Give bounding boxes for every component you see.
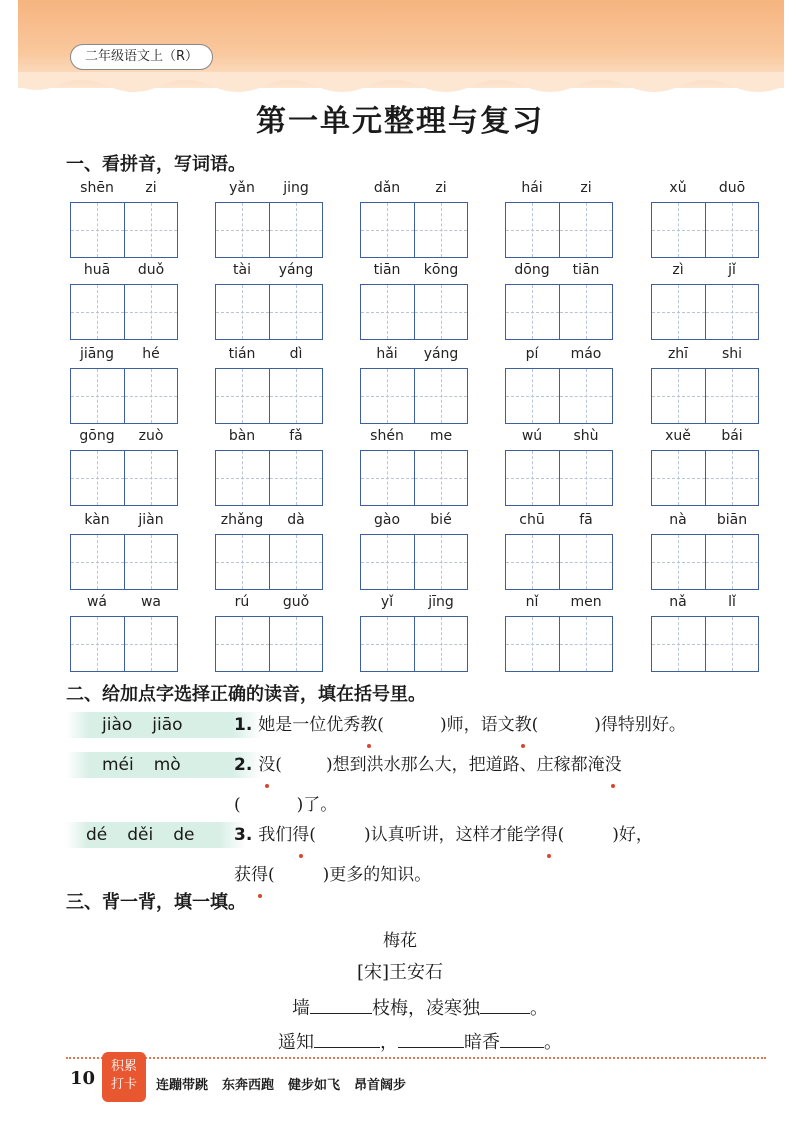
paren-open: ( xyxy=(557,825,565,845)
writing-grid xyxy=(505,534,613,590)
poem-text: 。 xyxy=(544,1032,562,1053)
option: jiào xyxy=(102,715,133,735)
dotted-char: 教 xyxy=(515,705,532,745)
accumulation-badge xyxy=(102,1052,146,1102)
pinyin-label xyxy=(651,512,759,532)
word-cell xyxy=(651,262,759,340)
writing-grid xyxy=(651,450,759,506)
pinyin-syllable: bié xyxy=(430,512,452,528)
paren-open: ( xyxy=(268,865,275,885)
character-box[interactable] xyxy=(361,617,414,671)
character-box[interactable] xyxy=(361,203,414,257)
option: de xyxy=(173,825,195,845)
character-box[interactable] xyxy=(269,617,323,671)
q1-part: 她是一位优秀 xyxy=(258,715,361,735)
poem-title: 梅花 xyxy=(383,931,417,951)
pinyin-label xyxy=(70,262,178,282)
pinyin-syllable: jǐ xyxy=(728,262,736,278)
q2-part: )想到洪水那么大，把道路、庄稼都淹 xyxy=(325,755,605,775)
pinyin-syllable: gào xyxy=(373,512,401,528)
poem-text: 遥知 xyxy=(278,1032,314,1053)
character-box[interactable] xyxy=(269,535,323,589)
q3-part: )认真听讲，这样才能学 xyxy=(363,825,541,845)
writing-grid xyxy=(215,534,323,590)
character-box[interactable] xyxy=(216,451,269,505)
q2-text xyxy=(234,745,774,825)
pinyin-syllable: máo xyxy=(570,346,602,362)
pinyin-syllable: wa xyxy=(140,594,162,610)
character-box[interactable] xyxy=(124,617,178,671)
q3-options xyxy=(66,822,246,848)
writing-grid xyxy=(505,368,613,424)
pinyin-syllable: dǎn xyxy=(373,180,401,196)
poem-text: ， xyxy=(380,1032,398,1053)
word-cell xyxy=(215,594,323,672)
poem-blank[interactable] xyxy=(500,1029,544,1048)
writing-grid xyxy=(651,368,759,424)
character-box[interactable] xyxy=(506,203,559,257)
writing-grid xyxy=(505,450,613,506)
pinyin-label xyxy=(505,262,613,282)
character-box[interactable] xyxy=(269,451,323,505)
pinyin-syllable: zhǎng xyxy=(220,512,264,528)
pinyin-syllable: jing xyxy=(283,180,309,196)
pinyin-syllable: duō xyxy=(718,180,746,196)
writing-grid xyxy=(215,202,323,258)
q3-number: 3. xyxy=(234,825,253,845)
q1-part: )师，语文 xyxy=(439,715,515,735)
word-cell xyxy=(70,262,178,340)
pinyin-label xyxy=(651,428,759,448)
character-box[interactable] xyxy=(124,369,178,423)
pinyin-syllable: huā xyxy=(83,262,111,278)
writing-grid xyxy=(70,450,178,506)
writing-grid xyxy=(360,616,468,672)
writing-grid xyxy=(70,202,178,258)
pinyin-syllable: nǐ xyxy=(525,594,539,610)
idiom: 东奔西跑 xyxy=(222,1078,275,1093)
character-box[interactable] xyxy=(705,369,759,423)
pinyin-syllable: men xyxy=(570,594,602,610)
word-cell xyxy=(70,180,178,258)
pinyin-label xyxy=(651,346,759,366)
pinyin-label xyxy=(505,594,613,614)
writing-grid xyxy=(360,534,468,590)
pinyin-label xyxy=(505,180,613,200)
character-box[interactable] xyxy=(71,617,124,671)
paren-open: ( xyxy=(377,715,384,735)
writing-grid xyxy=(70,284,178,340)
poem-blank[interactable] xyxy=(398,1029,464,1048)
poem-blank[interactable] xyxy=(314,1029,380,1048)
pinyin-syllable: jiàn xyxy=(138,512,164,528)
character-box[interactable] xyxy=(124,535,178,589)
q3-text xyxy=(234,815,774,895)
pinyin-label xyxy=(70,512,178,532)
poem-blank[interactable] xyxy=(310,995,372,1014)
paren-open: ( xyxy=(275,755,282,775)
writing-grid xyxy=(215,450,323,506)
pinyin-syllable: wá xyxy=(86,594,108,610)
pinyin-label xyxy=(70,180,178,200)
character-box[interactable] xyxy=(652,451,705,505)
pinyin-syllable: hái xyxy=(521,180,543,196)
pinyin-syllable: jīng xyxy=(428,594,454,610)
character-box[interactable] xyxy=(559,203,613,257)
word-cell xyxy=(651,346,759,424)
character-box[interactable] xyxy=(216,203,269,257)
character-box[interactable] xyxy=(506,617,559,671)
word-cell xyxy=(651,512,759,590)
pinyin-syllable: nǎ xyxy=(669,594,687,610)
character-box[interactable] xyxy=(652,535,705,589)
word-cell xyxy=(70,594,178,672)
character-box[interactable] xyxy=(414,451,468,505)
pinyin-label xyxy=(215,180,323,200)
word-cell xyxy=(215,346,323,424)
character-box[interactable] xyxy=(705,451,759,505)
option: mò xyxy=(153,755,181,775)
pinyin-syllable: me xyxy=(429,428,453,444)
writing-grid xyxy=(505,616,613,672)
pinyin-syllable: yáng xyxy=(278,262,314,278)
pinyin-label xyxy=(70,346,178,366)
pinyin-label xyxy=(70,428,178,448)
character-box[interactable] xyxy=(414,617,468,671)
pinyin-label xyxy=(360,346,468,366)
pinyin-label xyxy=(360,428,468,448)
character-box[interactable] xyxy=(652,203,705,257)
pinyin-label xyxy=(651,262,759,282)
writing-grid xyxy=(215,616,323,672)
pinyin-syllable: wú xyxy=(521,428,543,444)
dotted-char: 没 xyxy=(258,745,275,785)
character-box[interactable] xyxy=(559,369,613,423)
pinyin-syllable: zi xyxy=(580,180,592,196)
character-box[interactable] xyxy=(559,617,613,671)
pinyin-label xyxy=(360,180,468,200)
pinyin-syllable: dà xyxy=(287,512,305,528)
character-box[interactable] xyxy=(705,285,759,339)
dotted-char: 得 xyxy=(251,855,268,895)
character-box[interactable] xyxy=(652,617,705,671)
pinyin-syllable: dì xyxy=(289,346,303,362)
pinyin-syllable: gōng xyxy=(79,428,115,444)
pinyin-syllable: yǎn xyxy=(229,180,255,196)
poem-text: 墙 xyxy=(292,998,310,1019)
pinyin-syllable: kōng xyxy=(423,262,459,278)
pinyin-label xyxy=(505,512,613,532)
writing-grid xyxy=(70,616,178,672)
option: jiāo xyxy=(152,715,183,735)
pinyin-syllable: hé xyxy=(142,346,160,362)
pinyin-syllable: jiāng xyxy=(79,346,115,362)
word-cell xyxy=(360,428,468,506)
pinyin-label xyxy=(215,428,323,448)
character-box[interactable] xyxy=(559,451,613,505)
word-cell xyxy=(360,512,468,590)
idiom: 连蹦带跳 xyxy=(156,1078,209,1093)
character-box[interactable] xyxy=(71,203,124,257)
pinyin-syllable: shù xyxy=(573,428,599,444)
character-box[interactable] xyxy=(559,535,613,589)
pinyin-label xyxy=(215,512,323,532)
option: dé xyxy=(86,825,108,845)
pinyin-syllable: xǔ xyxy=(669,180,687,196)
writing-grid xyxy=(505,284,613,340)
idiom: 昂首阔步 xyxy=(354,1078,407,1093)
character-box[interactable] xyxy=(124,203,178,257)
pinyin-syllable: zi xyxy=(145,180,157,196)
writing-grid xyxy=(215,284,323,340)
pinyin-label xyxy=(360,512,468,532)
pinyin-label xyxy=(70,594,178,614)
page-number: 10 xyxy=(70,1068,96,1089)
character-box[interactable] xyxy=(361,451,414,505)
pinyin-syllable: shēn xyxy=(80,180,114,196)
word-cell xyxy=(505,346,613,424)
character-box[interactable] xyxy=(361,285,414,339)
pinyin-syllable: xuě xyxy=(665,428,691,444)
writing-grid xyxy=(505,202,613,258)
character-box[interactable] xyxy=(414,369,468,423)
writing-grid xyxy=(360,284,468,340)
q2-part: )了。 xyxy=(296,795,338,815)
character-box[interactable] xyxy=(216,617,269,671)
writing-grid xyxy=(70,368,178,424)
dotted-char: 得 xyxy=(292,815,309,855)
pinyin-syllable: nà xyxy=(669,512,687,528)
character-box[interactable] xyxy=(506,369,559,423)
word-cell xyxy=(505,262,613,340)
pinyin-syllable: tài xyxy=(233,262,251,278)
pinyin-syllable: chū xyxy=(519,512,545,528)
character-box[interactable] xyxy=(269,369,323,423)
pinyin-syllable: zì xyxy=(672,262,684,278)
word-cell xyxy=(215,180,323,258)
writing-grid xyxy=(360,450,468,506)
paren-open: ( xyxy=(234,795,241,815)
word-cell xyxy=(215,428,323,506)
dotted-char: 没 xyxy=(605,745,622,785)
writing-grid xyxy=(651,534,759,590)
character-box[interactable] xyxy=(124,285,178,339)
pinyin-syllable: tiān xyxy=(572,262,600,278)
character-box[interactable] xyxy=(652,369,705,423)
character-box[interactable] xyxy=(269,203,323,257)
section3-heading: 三、背一背，填一填。 xyxy=(66,892,246,913)
pinyin-syllable: duǒ xyxy=(137,262,165,278)
page-title: 第一单元整理与复习 xyxy=(256,104,544,139)
character-box[interactable] xyxy=(71,285,124,339)
character-box[interactable] xyxy=(506,535,559,589)
idiom: 健步如飞 xyxy=(288,1078,341,1093)
dotted-char: 得 xyxy=(541,815,558,855)
pinyin-syllable: bàn xyxy=(228,428,256,444)
word-cell xyxy=(360,594,468,672)
word-cell xyxy=(505,594,613,672)
pinyin-syllable: dōng xyxy=(514,262,550,278)
pinyin-syllable: hǎi xyxy=(376,346,398,362)
pinyin-syllable: bái xyxy=(721,428,743,444)
badge-line: 打卡 xyxy=(110,1077,137,1092)
section1-heading: 一、看拼音，写词语。 xyxy=(66,154,246,175)
character-box[interactable] xyxy=(705,203,759,257)
word-cell xyxy=(70,428,178,506)
pinyin-label xyxy=(215,346,323,366)
word-cell xyxy=(505,512,613,590)
character-box[interactable] xyxy=(216,369,269,423)
pinyin-syllable: rú xyxy=(234,594,250,610)
poem-text: 。 xyxy=(530,998,548,1019)
pinyin-syllable: tiān xyxy=(373,262,401,278)
character-box[interactable] xyxy=(216,535,269,589)
option: méi xyxy=(102,755,134,775)
character-box[interactable] xyxy=(705,617,759,671)
pinyin-syllable: kàn xyxy=(84,512,110,528)
pinyin-syllable: zhī xyxy=(667,346,689,362)
footer-divider xyxy=(66,1057,766,1059)
pinyin-syllable: guǒ xyxy=(282,594,310,610)
writing-grid xyxy=(360,202,468,258)
q2-number: 2. xyxy=(234,755,253,775)
paren-open: ( xyxy=(531,715,539,735)
writing-grid xyxy=(651,284,759,340)
poem-text: 枝梅，凌寒独 xyxy=(372,998,480,1019)
character-box[interactable] xyxy=(269,285,323,339)
character-box[interactable] xyxy=(124,451,178,505)
pinyin-syllable: fǎ xyxy=(289,428,303,444)
q3-part: )更多的知识。 xyxy=(322,865,432,885)
character-box[interactable] xyxy=(361,535,414,589)
word-cell xyxy=(70,512,178,590)
q1-part: )得特别好。 xyxy=(594,715,686,735)
character-box[interactable] xyxy=(506,451,559,505)
q3-part: 我们 xyxy=(258,825,293,845)
q1-options xyxy=(66,712,262,738)
writing-grid xyxy=(360,368,468,424)
pinyin-label xyxy=(651,180,759,200)
pinyin-syllable: pí xyxy=(525,346,539,362)
character-box[interactable] xyxy=(506,285,559,339)
writing-grid xyxy=(651,616,759,672)
q2-options xyxy=(66,752,262,778)
word-cell xyxy=(70,346,178,424)
pinyin-syllable: lǐ xyxy=(728,594,736,610)
badge-line: 积累 xyxy=(110,1059,137,1074)
word-cell xyxy=(360,262,468,340)
word-cell xyxy=(215,262,323,340)
writing-grid xyxy=(215,368,323,424)
option: děi xyxy=(127,825,154,845)
dotted-char: 教 xyxy=(360,705,377,745)
pinyin-syllable: tián xyxy=(228,346,256,362)
word-cell xyxy=(505,428,613,506)
pinyin-syllable: yǐ xyxy=(380,594,394,610)
character-box[interactable] xyxy=(71,451,124,505)
poem-text: 暗香 xyxy=(464,1032,500,1053)
word-cell xyxy=(360,346,468,424)
idiom-list xyxy=(156,1074,420,1093)
pinyin-label xyxy=(215,594,323,614)
q3-part: 获 xyxy=(234,865,251,885)
poem-author: [宋]王安石 xyxy=(356,962,444,983)
word-cell xyxy=(651,594,759,672)
section2-heading: 二、给加点字选择正确的读音，填在括号里。 xyxy=(66,684,426,705)
word-cell xyxy=(215,512,323,590)
word-cell xyxy=(360,180,468,258)
pinyin-syllable: shén xyxy=(370,428,404,444)
pinyin-syllable: yáng xyxy=(423,346,459,362)
poem-blank[interactable] xyxy=(480,995,530,1014)
writing-grid xyxy=(651,202,759,258)
character-box[interactable] xyxy=(71,369,124,423)
character-box[interactable] xyxy=(71,535,124,589)
paren-open: ( xyxy=(309,825,316,845)
pinyin-syllable: shi xyxy=(721,346,743,362)
pinyin-syllable: zuò xyxy=(138,428,164,444)
character-box[interactable] xyxy=(414,535,468,589)
pinyin-syllable: fā xyxy=(579,512,593,528)
poem-line-2 xyxy=(0,1028,800,1054)
word-cell xyxy=(651,180,759,258)
character-box[interactable] xyxy=(414,285,468,339)
pinyin-label xyxy=(215,262,323,282)
pinyin-label xyxy=(505,346,613,366)
pinyin-label xyxy=(651,594,759,614)
poem-line-1 xyxy=(0,994,800,1020)
book-tag: 二年级语文上（R） xyxy=(70,44,213,70)
writing-grid xyxy=(70,534,178,590)
pinyin-label xyxy=(505,428,613,448)
character-box[interactable] xyxy=(414,203,468,257)
word-cell xyxy=(505,180,613,258)
character-box[interactable] xyxy=(652,285,705,339)
character-box[interactable] xyxy=(705,535,759,589)
pinyin-label xyxy=(360,594,468,614)
character-box[interactable] xyxy=(559,285,613,339)
character-box[interactable] xyxy=(361,369,414,423)
pinyin-label xyxy=(360,262,468,282)
pinyin-syllable: zi xyxy=(435,180,447,196)
character-box[interactable] xyxy=(216,285,269,339)
q1-number: 1. xyxy=(234,715,253,735)
word-cell xyxy=(651,428,759,506)
q3-part: )好， xyxy=(612,825,653,845)
pinyin-syllable: biān xyxy=(716,512,748,528)
q1-text xyxy=(234,705,774,745)
